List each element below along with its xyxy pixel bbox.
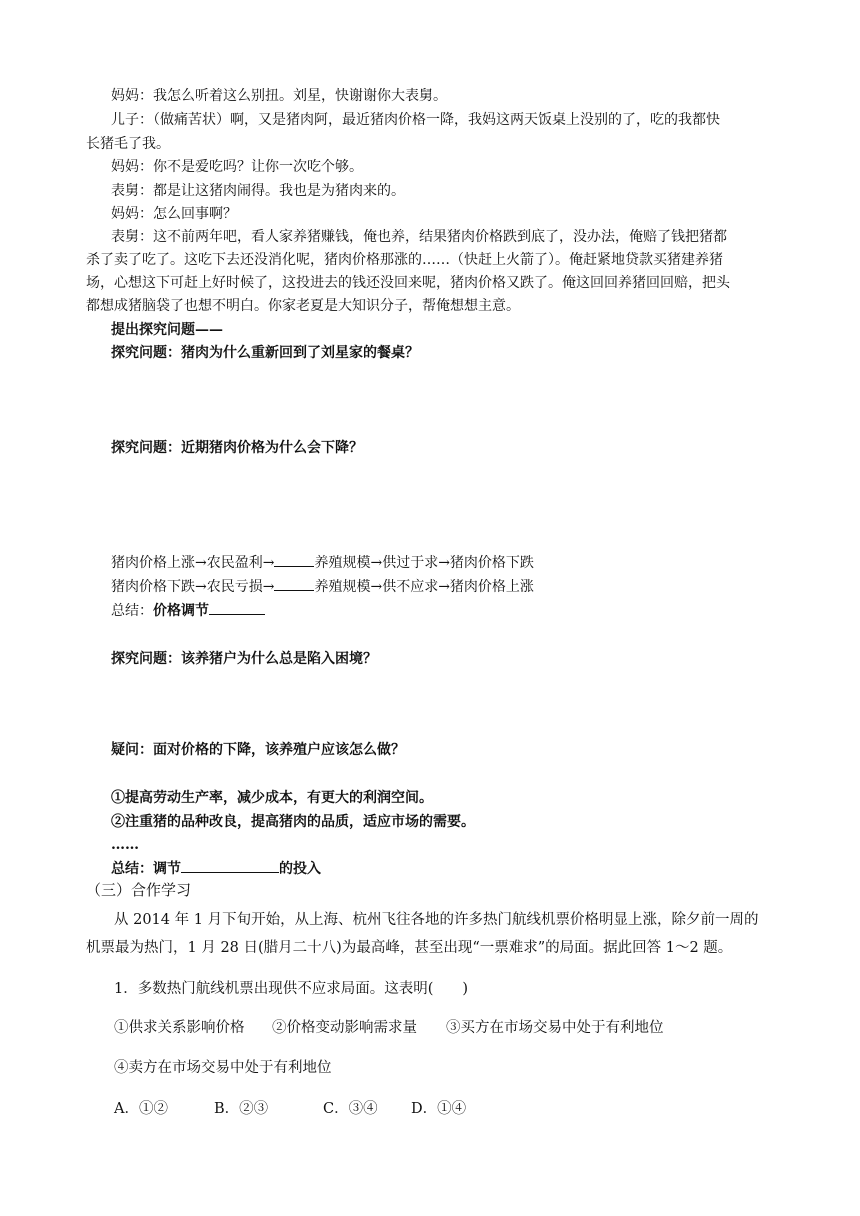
choice-a: A．①② [114,1101,168,1117]
dialogue-line-6: 妈妈：怎么回事啊？ [111,206,237,222]
question-1: 1．多数热门航线机票出现供不应求局面。这表明( ) [114,981,469,997]
answer-blank [209,600,265,615]
dialogue-line-5: 表舅：都是让这猪肉闹得。我也是为猪肉来的。 [111,183,405,199]
option-3: ③买方在市场交易中处于有利地位 [446,1020,664,1036]
dialogue-line-1: 妈妈：我怎么听着这么别扭。刘星，快谢谢你大表舅。 [111,88,447,104]
coop-paragraph-line-1: 从 2014 年 1 月下旬开始，从上海、杭州飞往各地的许多热门航线机票价格明显上涨，除夕前一周的 [114,912,759,928]
summary-1-bold: 价格调节 [153,603,209,619]
inquiry-question-3: 探究问题：该养猪户为什么总是陷入困境？ [111,651,377,667]
inquiry-heading: 提出探究问题—— [111,322,223,338]
summary-1 [111,599,265,623]
choice-d: D．①④ [411,1101,467,1117]
price-chain-2-start: 猪肉价格下跌→农民亏损→ [111,579,275,595]
dialogue-line-8: 杀了卖了吃了。这吃下去还没消化呢，猪肉价格那涨的……（快赶上火箭了）。俺赶紧地贷款买猪建养猪 [86,252,723,268]
answer-1: ①提高劳动生产率，减少成本，有更大的利润空间。 [111,790,433,806]
price-chain-2-end: 养殖规模→供不应求→猪肉价格上涨 [314,579,534,595]
price-chain-1-start: 猪肉价格上涨→农民盈利→ [111,555,275,571]
dialogue-line-3: 长猪毛了我。 [86,136,170,152]
choice-c: C．③④ [323,1101,378,1117]
inquiry-question-1: 探究问题：猪肉为什么重新回到了刘星家的餐桌？ [111,345,419,361]
price-chain-1 [111,551,534,575]
price-chain-1-end: 养殖规模→供过于求→猪肉价格下跌 [314,555,534,571]
summary-1-label: 总结： [111,603,153,619]
answer-2: ②注重猪的品种改良，提高猪肉的品质，适应市场的需要。 [111,814,475,830]
choice-b: B．②③ [214,1101,269,1117]
dialogue-line-10: 都想成猪脑袋了也想不明白。你家老夏是大知识分子，帮俺想想主意。 [86,298,520,314]
inquiry-question-2: 探究问题：近期猪肉价格为什么会下降？ [111,440,363,456]
summary-2-start: 总结：调节 [111,861,181,877]
option-2: ②价格变动影响需求量 [272,1020,417,1036]
option-4: ④卖方在市场交易中处于有利地位 [114,1060,332,1076]
section-title: （三）合作学习 [86,881,192,899]
doubt-question: 疑问：面对价格的下降，该养殖户应该怎么做？ [111,742,405,758]
answer-ellipsis: …… [111,837,139,853]
summary-2-end: 的投入 [279,861,321,877]
answer-blank [274,576,314,591]
price-chain-2 [111,575,534,599]
dialogue-line-2: 儿子：（做痛苦状）啊，又是猪肉阿，最近猪肉价格一降，我妈这两天饭桌上没别的了，吃的我都快 [111,112,720,128]
answer-blank [274,552,314,567]
dialogue-line-4: 妈妈：你不是爱吃吗？让你一次吃个够。 [111,159,363,175]
option-1: ①供求关系影响价格 [114,1020,245,1036]
dialogue-line-9: 场，心想这下可赶上好时候了，这投进去的钱还没回来呢，猪肉价格又跌了。俺这回回养猪回回赔，把头 [86,275,730,291]
dialogue-line-7: 表舅：这不前两年吧，看人家养猪赚钱，俺也养，结果猪肉价格跌到底了，没办法，俺赔了钱把猪都 [111,229,727,245]
answer-blank [181,858,279,873]
coop-paragraph-line-2: 机票最为热门，1 月 28 日(腊月二十八)为最高峰，甚至出现“一票难求”的局面。据此回答 1～2 题。 [86,940,733,956]
